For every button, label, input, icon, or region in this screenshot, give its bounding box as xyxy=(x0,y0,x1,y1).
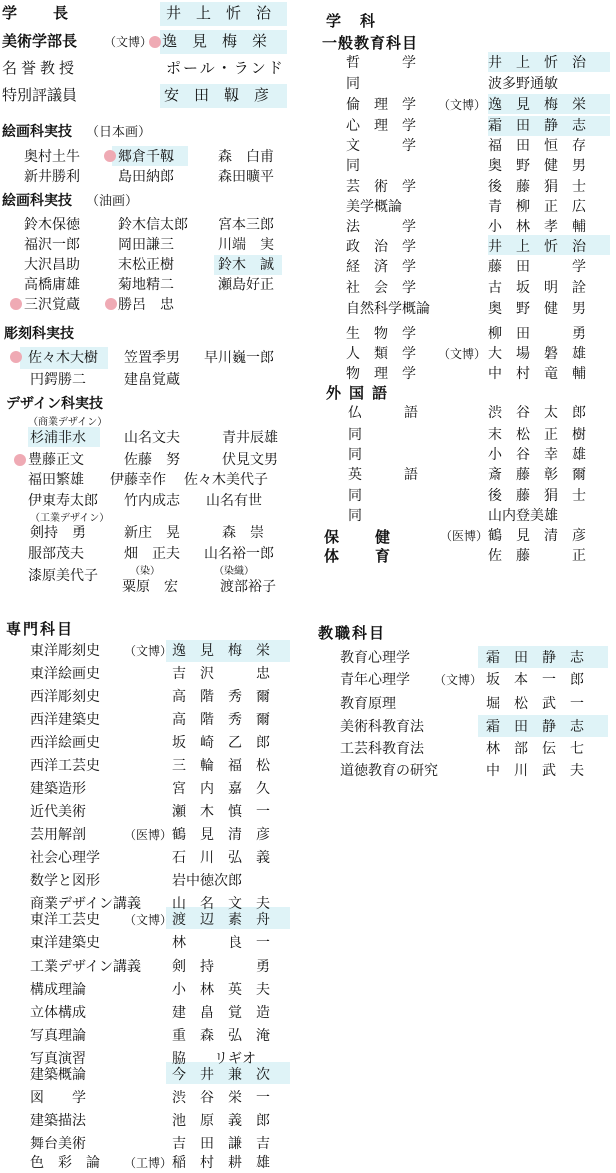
subject-label: 東洋建築史 xyxy=(30,935,100,951)
subject-label: 建築造形 xyxy=(30,781,86,797)
subject-label: 工芸科教育法 xyxy=(340,741,424,757)
instructor-name: 森 白甫 xyxy=(218,149,274,165)
instructor-name: 豊藤正文 xyxy=(28,452,84,468)
instructor-name: 斎 藤 彰 爾 xyxy=(488,467,586,483)
degree-label: （工博） xyxy=(124,1156,173,1170)
instructor-name: 霜 田 静 志 xyxy=(486,719,584,735)
instructor-name: 吉 田 謙 吉 xyxy=(172,1136,270,1152)
subject-label: 道徳教育の研究 xyxy=(340,763,438,779)
instructor-name: 末松正樹 xyxy=(118,257,174,273)
subject-label: 建築描法 xyxy=(30,1113,86,1129)
instructor-name: 井 上 忻 治 xyxy=(488,55,586,71)
instructor-name: 宮本三郎 xyxy=(218,217,274,233)
subject-label: 心 理 学 xyxy=(346,118,416,134)
instructor-name: 畑 正夫 xyxy=(124,546,180,562)
instructor-name: 佐 藤 正 xyxy=(488,548,586,564)
instructor-name: 瀬島好正 xyxy=(218,277,274,293)
subject-label: 立体構成 xyxy=(30,1005,86,1021)
instructor-name: 後 藤 狷 士 xyxy=(488,488,586,504)
instructor-name: 小 林 孝 輔 xyxy=(488,219,586,235)
instructor-name: 漆原美代子 xyxy=(28,568,98,584)
instructor-name: 竹内成志 xyxy=(124,493,180,509)
section-subheading: （日本画） xyxy=(86,125,152,140)
subject-label: 経 済 学 xyxy=(346,259,416,275)
section-heading: 教職科目 xyxy=(318,624,387,642)
sub-category-note: （工業デザイン） xyxy=(30,513,110,524)
instructor-name: 青井辰雄 xyxy=(222,430,278,446)
section-heading: 一般教育科目 xyxy=(322,34,419,52)
subject-label: 教育心理学 xyxy=(340,650,410,666)
instructor-name: 堀 松 武 一 xyxy=(486,696,584,712)
instructor-name: 高橋庸雄 xyxy=(24,277,80,293)
officer-title: 美術学部長 xyxy=(2,32,78,50)
instructor-name: 岡田謙三 xyxy=(118,237,174,253)
degree-label: （文博） xyxy=(124,644,173,658)
instructor-name: 円鍔勝二 xyxy=(30,372,86,388)
section-heading: 絵画科実技 xyxy=(2,193,72,209)
subject-label: 同 xyxy=(348,508,362,524)
officer-title: 名誉教授 xyxy=(2,59,79,77)
degree-label: （文博） xyxy=(438,98,487,112)
instructor-name: 林 良 一 xyxy=(172,935,270,951)
instructor-name: 稲 村 耕 雄 xyxy=(172,1155,270,1171)
degree-label: （医博） xyxy=(124,828,173,842)
instructor-name: 山 名 文 夫 xyxy=(172,896,270,912)
instructor-name: 逸 見 梅 栄 xyxy=(172,643,270,659)
instructor-name: 伊東寿太郎 xyxy=(28,493,98,509)
instructor-name: 笠置季男 xyxy=(124,350,180,366)
officer-name: 逸 見 梅 栄 xyxy=(162,32,268,50)
instructor-name: 奥村土牛 xyxy=(24,149,80,165)
degree-label: （文博） xyxy=(434,673,483,687)
instructor-name: 藤 田 学 xyxy=(488,259,586,275)
section-heading: 保 健 xyxy=(324,528,393,546)
subject-label: 人 類 学 xyxy=(346,346,416,362)
section-heading: 体 育 xyxy=(324,547,393,565)
subject-label: 社会心理学 xyxy=(30,850,100,866)
degree-label: （文博） xyxy=(438,347,487,361)
subject-label: 政 治 学 xyxy=(346,239,416,255)
subject-label: 同 xyxy=(348,488,362,504)
instructor-name: 粟原 宏 xyxy=(122,579,178,595)
instructor-name: 剣持 勇 xyxy=(30,525,86,541)
officer-name-text: 井 上 忻 治 xyxy=(166,4,272,22)
instructor-name: 郷倉千靱 xyxy=(118,149,174,165)
subject-label: 西洋工芸史 xyxy=(30,758,100,774)
instructor-name: 建畠覚蔵 xyxy=(124,372,180,388)
instructor-name: 早川巍一郎 xyxy=(204,350,274,366)
instructor-name: 古 坂 明 詮 xyxy=(488,280,586,296)
instructor-name: 霜 田 静 志 xyxy=(486,650,584,666)
instructor-name: 島田納郎 xyxy=(118,169,174,185)
instructor-name: 勝呂 忠 xyxy=(118,297,174,313)
subject-label: 西洋建築史 xyxy=(30,712,100,728)
officer-title: 学 長 xyxy=(2,4,71,22)
section-heading: 絵画科実技 xyxy=(2,124,72,140)
instructor-name: 重 森 弘 淹 xyxy=(172,1028,270,1044)
section-heading: デザイン科実技 xyxy=(6,396,104,412)
instructor-name: 三 輪 福 松 xyxy=(172,758,270,774)
degree-label: （医博） xyxy=(440,529,489,543)
instructor-name: 剣 持 勇 xyxy=(172,959,270,975)
subject-label: 同 xyxy=(346,158,360,174)
subject-label: 色 彩 論 xyxy=(30,1155,100,1171)
section-heading: 学 科 xyxy=(326,12,378,30)
marker-dot xyxy=(104,150,116,162)
instructor-name: 山名有世 xyxy=(206,493,262,509)
subject-label: 自然科学概論 xyxy=(346,301,430,317)
subject-label: 図 学 xyxy=(30,1090,86,1106)
subject-label: 商業デザイン講義 xyxy=(30,896,142,912)
instructor-name: 鈴木 誠 xyxy=(218,257,274,273)
subject-label: 東洋絵画史 xyxy=(30,666,100,682)
subject-label: 芸 術 学 xyxy=(346,179,416,195)
subject-label: 舞台美術 xyxy=(30,1136,86,1152)
subject-label: 青年心理学 xyxy=(340,672,410,688)
subject-label: 西洋彫刻史 xyxy=(30,689,100,705)
subject-label: 建築概論 xyxy=(30,1067,86,1083)
instructor-name: 渡部裕子 xyxy=(220,579,276,595)
marker-dot xyxy=(14,454,26,466)
instructor-name: 杉浦非水 xyxy=(30,430,86,446)
instructor-name: 波多野通敏 xyxy=(488,76,558,92)
instructor-name: 脇 リギオ xyxy=(172,1051,256,1067)
instructor-name: 瀬 木 慎 一 xyxy=(172,804,270,820)
instructor-name: 青 柳 正 広 xyxy=(488,199,586,215)
officer-title: 特別評議員 xyxy=(2,86,78,104)
subject-label: 東洋彫刻史 xyxy=(30,643,100,659)
instructor-name: 井 上 忻 治 xyxy=(488,239,586,255)
marker-dot xyxy=(10,298,22,310)
instructor-name: 岩中徳次郎 xyxy=(172,873,242,889)
instructor-name: 高 階 秀 爾 xyxy=(172,689,270,705)
subject-label: 生 物 学 xyxy=(346,326,416,342)
marker-dot xyxy=(10,351,22,363)
sub-category-note: （商業デザイン） xyxy=(28,417,108,428)
instructor-name: 山名裕一郎 xyxy=(204,546,274,562)
instructor-name: 小 林 英 夫 xyxy=(172,982,270,998)
subject-label: 法 学 xyxy=(346,219,416,235)
subject-label: 数学と図形 xyxy=(30,873,100,889)
subject-label: 工業デザイン講義 xyxy=(30,959,142,975)
instructor-name: 宮 内 嘉 久 xyxy=(172,781,270,797)
subject-label: 同 xyxy=(346,76,360,92)
officer-name: 安 田 靱 彦 xyxy=(164,86,270,104)
instructor-name: 後 藤 狷 士 xyxy=(488,179,586,195)
subject-label: 写真理論 xyxy=(30,1028,86,1044)
instructor-name: 坂 崎 乙 郎 xyxy=(172,735,270,751)
subject-label: 芸用解剖 xyxy=(30,827,86,843)
subject-label: 物 理 学 xyxy=(346,366,416,382)
instructor-name: 小 谷 幸 雄 xyxy=(488,447,586,463)
instructor-name: 大沢昌助 xyxy=(24,257,80,273)
instructor-name: 林 部 伝 七 xyxy=(486,741,584,757)
subject-label: 西洋絵画史 xyxy=(30,735,100,751)
degree-label: （文博） xyxy=(124,913,173,927)
subject-label: 美学概論 xyxy=(346,199,402,215)
subject-label: 構成理論 xyxy=(30,982,86,998)
subject-label: 社 会 学 xyxy=(346,280,416,296)
subject-label: 倫 理 学 xyxy=(346,97,416,113)
instructor-name: 伏見文男 xyxy=(222,452,278,468)
instructor-name: 渡 辺 素 舟 xyxy=(172,912,270,928)
instructor-name: 佐々木大樹 xyxy=(28,350,98,366)
instructor-name: 今 井 兼 次 xyxy=(172,1067,270,1083)
instructor-name: 福田繁雄 xyxy=(28,472,84,488)
instructor-name: 菊地精二 xyxy=(118,277,174,293)
instructor-name: 服部茂夫 xyxy=(28,546,84,562)
instructor-name: 渋 谷 太 郎 xyxy=(488,405,586,421)
subject-label: 同 xyxy=(348,447,362,463)
instructor-name: 柳 田 勇 xyxy=(488,326,586,342)
section-heading: 外国語 xyxy=(326,384,396,402)
instructor-name: 高 階 秀 爾 xyxy=(172,712,270,728)
instructor-name: 伊藤幸作 xyxy=(110,472,166,488)
instructor-name: 池 原 義 郎 xyxy=(172,1113,270,1129)
subject-label: 写真演習 xyxy=(30,1051,86,1067)
instructor-name: 吉 沢 忠 xyxy=(172,666,270,682)
subject-label: 近代美術 xyxy=(30,804,86,820)
instructor-name: 石 川 弘 義 xyxy=(172,850,270,866)
subject-label: 仏 語 xyxy=(348,405,418,421)
section-heading: 彫刻科実技 xyxy=(4,326,74,342)
subject-label: 哲 学 xyxy=(346,55,416,71)
instructor-name: 霜 田 静 志 xyxy=(488,118,586,134)
subject-label: 文 学 xyxy=(346,138,416,154)
subject-label: 教育原理 xyxy=(340,696,396,712)
instructor-name: 川端 実 xyxy=(218,237,274,253)
instructor-name: 奥 野 健 男 xyxy=(488,158,586,174)
instructor-name: 佐藤 努 xyxy=(124,452,180,468)
marker-dot xyxy=(105,298,117,310)
sub-category-note: （染織） xyxy=(214,566,254,577)
subject-label: 同 xyxy=(348,427,362,443)
instructor-name: 森田曠平 xyxy=(218,169,274,185)
instructor-name: 建 畠 覚 造 xyxy=(172,1005,270,1021)
instructor-name: 大 場 磐 雄 xyxy=(488,346,586,362)
instructor-name: 新庄 晃 xyxy=(124,525,180,541)
instructor-name: 山内登美雄 xyxy=(488,508,558,524)
instructor-name: 福沢一郎 xyxy=(24,237,80,253)
officer-name: ポール・ランド xyxy=(166,59,285,77)
instructor-name: 奥 野 健 男 xyxy=(488,301,586,317)
degree-label: （文博） xyxy=(104,35,153,49)
instructor-name: 鶴 見 清 彦 xyxy=(488,528,586,544)
instructor-name: 山名文夫 xyxy=(124,430,180,446)
instructor-name: 三沢覚蔵 xyxy=(24,297,80,313)
instructor-name: 中 川 武 夫 xyxy=(486,763,584,779)
instructor-name: 逸 見 梅 栄 xyxy=(488,97,586,113)
subject-label: 英 語 xyxy=(348,467,418,483)
instructor-name: 鶴 見 清 彦 xyxy=(172,827,270,843)
subject-label: 東洋工芸史 xyxy=(30,912,100,928)
instructor-name: 中 村 竜 輔 xyxy=(488,366,586,382)
instructor-name: 渋 谷 栄 一 xyxy=(172,1090,270,1106)
sub-category-note: （染） xyxy=(130,566,160,577)
instructor-name: 末 松 正 樹 xyxy=(488,427,586,443)
instructor-name: 鈴木信太郎 xyxy=(118,217,188,233)
instructor-name: 佐々木美代子 xyxy=(184,472,268,488)
instructor-name: 新井勝利 xyxy=(24,169,80,185)
instructor-name: 福 田 恒 存 xyxy=(488,138,586,154)
section-heading: 専門科目 xyxy=(6,620,75,638)
subject-label: 美術科教育法 xyxy=(340,719,424,735)
section-subheading: （油画） xyxy=(86,194,139,209)
officer-name xyxy=(166,6,282,21)
instructor-name: 森 崇 xyxy=(222,525,264,541)
instructor-name: 鈴木保徳 xyxy=(24,217,80,233)
instructor-name: 坂 本 一 郎 xyxy=(486,672,584,688)
